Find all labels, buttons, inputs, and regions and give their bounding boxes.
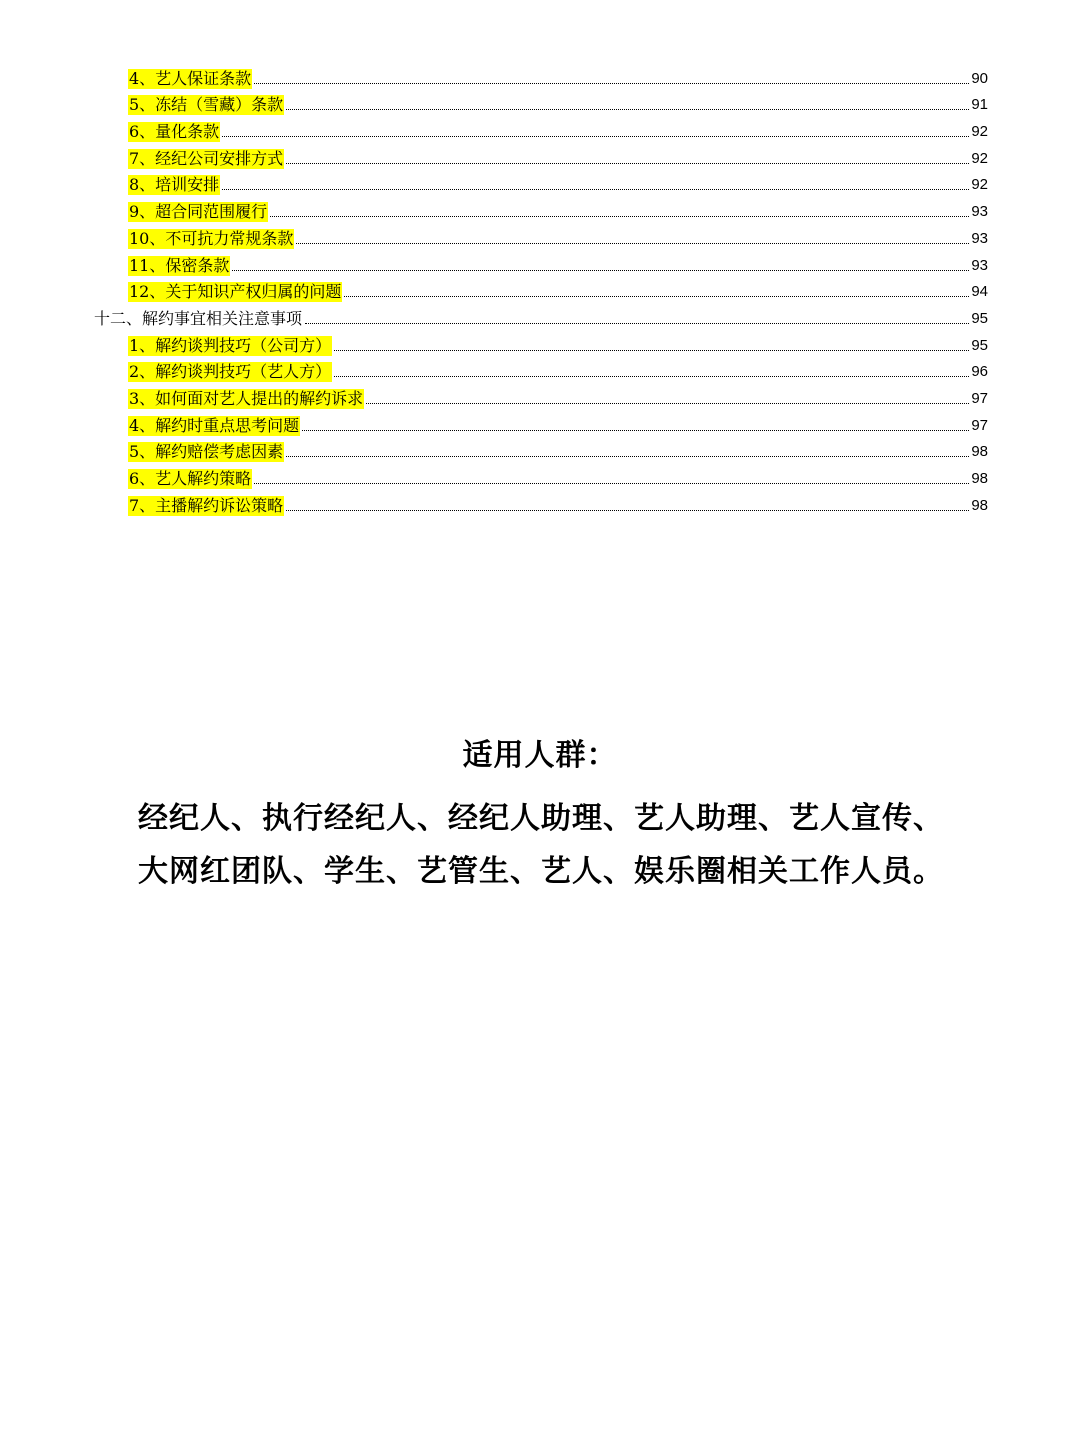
toc-page-number: 97 [971, 416, 988, 434]
toc-page-number: 92 [971, 176, 988, 194]
toc-entry-title: 7、经纪公司安排方式 [129, 148, 284, 168]
toc-page-number: 97 [971, 389, 988, 407]
toc-entry-title: 4、艺人保证条款 [129, 68, 252, 88]
toc-entry[interactable] [0, 62, 988, 89]
toc-page-number: 96 [971, 363, 988, 381]
toc-dot-leader [286, 455, 969, 457]
audience-line-2: 大网红团队、学生、艺管生、艺人、娱乐圈相关工作人员。 [138, 854, 944, 889]
audience-title: 适用人群： [462, 738, 618, 773]
toc-dot-leader [334, 375, 969, 377]
toc-entry[interactable] [0, 329, 988, 356]
toc-entry-title: 3、如何面对艺人提出的解约诉求 [129, 388, 364, 408]
audience-line-1: 经纪人、执行经纪人、经纪人助理、艺人助理、艺人宣传、 [138, 801, 944, 836]
toc-page-number: 91 [971, 96, 988, 114]
toc-entry[interactable] [0, 222, 988, 249]
toc-entry-title: 12、关于知识产权归属的问题 [129, 282, 342, 302]
toc-entry[interactable] [0, 195, 988, 222]
toc-dot-leader [302, 429, 969, 431]
toc-entry-title: 7、主播解约诉讼策略 [129, 495, 284, 515]
toc-dot-leader [296, 242, 969, 244]
toc-entry[interactable] [0, 249, 988, 276]
toc-page-number: 98 [971, 496, 988, 514]
toc-entry-title: 11、保密条款 [129, 255, 230, 275]
toc-page-number: 93 [971, 229, 988, 247]
toc-dot-leader [366, 402, 969, 404]
toc-entry[interactable] [0, 462, 988, 489]
toc-dot-leader [286, 162, 969, 164]
toc-entry-title: 十二、解约事宜相关注意事项 [94, 308, 303, 328]
toc-dot-leader [286, 108, 969, 110]
toc-page-number: 98 [971, 470, 988, 487]
toc-dot-leader [222, 188, 969, 190]
toc-dot-leader [270, 215, 969, 217]
toc-page-number: 98 [971, 443, 988, 461]
toc-dot-leader [232, 269, 969, 271]
toc-page-number: 92 [971, 123, 988, 141]
toc-entry[interactable] [0, 436, 988, 463]
toc-entry[interactable] [0, 356, 988, 383]
toc-entry-title: 6、量化条款 [129, 122, 220, 142]
toc-entry[interactable] [0, 169, 988, 196]
table-of-contents [0, 62, 1080, 516]
toc-dot-leader [305, 322, 969, 324]
toc-entry[interactable] [0, 489, 988, 516]
toc-entry[interactable] [0, 115, 988, 142]
toc-entry-title: 1、解约谈判技巧（公司方） [129, 335, 332, 355]
toc-dot-leader [254, 82, 969, 84]
toc-entry-title: 2、解约谈判技巧（艺人方） [129, 362, 332, 382]
toc-entry-title: 9、超合同范围履行 [129, 202, 268, 222]
toc-entry[interactable] [0, 142, 988, 169]
audience-section [0, 730, 1080, 898]
toc-dot-leader [334, 349, 969, 351]
toc-entry-title: 10、不可抗力常规条款 [129, 228, 294, 248]
toc-entry[interactable] [0, 276, 988, 303]
toc-entry[interactable] [0, 382, 988, 409]
toc-page-number: 93 [971, 256, 988, 274]
toc-page-number: 93 [971, 203, 988, 221]
toc-dot-leader [344, 295, 969, 297]
toc-entry-title: 4、解约时重点思考问题 [129, 415, 300, 435]
toc-page-number: 94 [971, 283, 988, 301]
toc-page-number: 90 [971, 69, 988, 87]
toc-entry-title: 5、解约赔偿考虑因素 [129, 442, 284, 462]
toc-dot-leader [222, 135, 969, 137]
toc-dot-leader [254, 482, 969, 484]
toc-page-number: 92 [971, 149, 988, 167]
toc-entry-title: 8、培训安排 [129, 175, 220, 195]
toc-entry[interactable] [0, 302, 988, 329]
toc-page-number: 95 [971, 309, 988, 327]
toc-entry-title: 5、冻结（雪藏）条款 [129, 95, 284, 115]
toc-page-number: 95 [971, 336, 988, 354]
toc-entry-title: 6、艺人解约策略 [129, 469, 252, 488]
toc-entry[interactable] [0, 409, 988, 436]
toc-dot-leader [286, 509, 969, 511]
toc-entry[interactable] [0, 89, 988, 116]
